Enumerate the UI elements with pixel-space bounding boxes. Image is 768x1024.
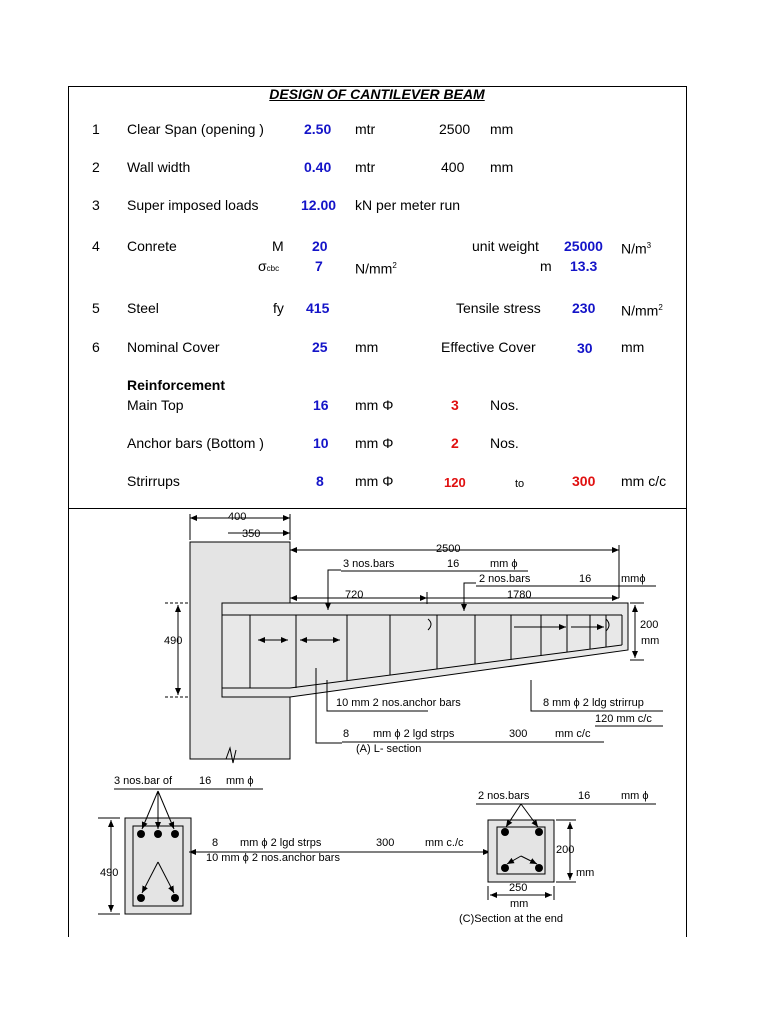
sec-b-stirrup-unit: mm c./c [425, 837, 464, 849]
unit-weight-label: unit weight [472, 238, 539, 254]
nominal-cover-unit: mm [355, 339, 379, 355]
modular-ratio-label: m [540, 258, 552, 274]
tensile-stress-unit: $N/mm^2$ [621, 302, 663, 319]
reinforcement-heading: Reinforcement [127, 377, 226, 393]
unit-weight-unit: $N/m^3$ [621, 240, 652, 257]
sec-b-stirrup-spacing: 300 [376, 837, 395, 849]
row2-value2: 400 [441, 159, 465, 175]
top-bars-dia: 16 [447, 558, 460, 570]
row1-label: Clear Span (opening ) [127, 121, 264, 137]
stirrups-unit: mm Φ [355, 473, 394, 489]
stirrups-label: Strirrups [127, 473, 180, 489]
sigma-cbc-unit: $N/mm^2$ [355, 260, 397, 277]
top-bars2-dia: 16 [579, 573, 592, 585]
main-top-dia: 16 [313, 397, 329, 413]
fy-value: 415 [306, 300, 330, 316]
concrete-grade: 20 [312, 238, 328, 254]
sec-c-200-unit: mm [576, 867, 595, 879]
sec-b-stirrup-text: mm ϕ 2 lgd strps [240, 837, 322, 849]
caption-l-section: (A) L- section [356, 743, 422, 755]
row2-unit: mtr [355, 159, 376, 175]
row5-label: Steel [127, 300, 159, 316]
sec-c-250: 250 [509, 882, 528, 894]
anchor-dia: 10 [313, 435, 329, 451]
sec-b-490: 490 [100, 867, 119, 879]
modular-ratio-value: 13.3 [570, 258, 598, 274]
row4-label: Conrete [127, 238, 177, 254]
main-top-count-unit: Nos. [490, 397, 519, 413]
row1-value2: 2500 [439, 121, 471, 137]
main-top-unit: mm Φ [355, 397, 394, 413]
sigma-cbc-label: σcbc [258, 258, 280, 274]
sec-c-200: 200 [556, 844, 575, 856]
anchor-unit: mm Φ [355, 435, 394, 451]
dim-200: 200 [640, 619, 659, 631]
row1-unit: mtr [355, 121, 376, 137]
row2-label: Wall width [127, 159, 191, 175]
row3-unit: kN per meter run [355, 197, 461, 213]
stirrups-dia: 8 [316, 473, 324, 489]
tensile-stress-label: Tensile stress [456, 300, 541, 316]
anchor-count-unit: Nos. [490, 435, 519, 451]
page-title: DESIGN OF CANTILEVER BEAM [269, 86, 485, 102]
dim-200-unit: mm [641, 635, 660, 647]
main-top-count: 3 [451, 397, 459, 413]
effective-cover-value: 30 [577, 340, 593, 356]
top-bars-unit: mm ϕ [490, 558, 518, 570]
nominal-cover-value: 25 [312, 339, 328, 355]
top-bars2-unit: mmϕ [621, 573, 646, 585]
lgd-spacing: 300 [509, 728, 528, 740]
sec-c-250-unit: mm [510, 898, 529, 910]
concrete-grade-symbol: M [272, 238, 284, 254]
row2-unit2: mm [490, 159, 514, 175]
stirrup-note: 8 mm ϕ 2 ldg strirrup [543, 697, 644, 709]
sec-c-bars-unit: mm ϕ [621, 790, 649, 802]
row4-num: 4 [92, 238, 100, 254]
fy-label: fy [273, 300, 284, 316]
anchor-count: 2 [451, 435, 459, 451]
sec-c-bars-text: 2 nos.bars [478, 790, 530, 802]
stirrup-spacing: 120 mm c/c [595, 713, 652, 725]
effective-cover-label: Effective Cover [441, 339, 536, 355]
row3-num: 3 [92, 197, 100, 213]
dim-350: 350 [242, 528, 261, 540]
stirrups-from: 120 [444, 475, 466, 490]
row3-label: Super imposed loads [127, 197, 259, 213]
sec-b-bars-unit: mm ϕ [226, 775, 254, 787]
top-bars2-count: 2 nos.bars [479, 573, 531, 585]
stirrups-to-label: to [515, 478, 525, 490]
row1-value: 2.50 [304, 121, 332, 137]
sec-b-bars-dia: 16 [199, 775, 212, 787]
row6-num: 6 [92, 339, 100, 355]
lgd-text: mm ϕ 2 lgd strps [373, 728, 455, 740]
row2-num: 2 [92, 159, 100, 175]
row1-unit2: mm [490, 121, 514, 137]
main-top-label: Main Top [127, 397, 184, 413]
sigma-cbc-value: 7 [315, 258, 323, 274]
sec-b-stirrup-dia: 8 [212, 837, 219, 849]
sec-b-bars-text: 3 nos.bar of [114, 775, 173, 787]
lgd-dia: 8 [343, 728, 350, 740]
row2-value: 0.40 [304, 159, 332, 175]
tensile-stress-value: 230 [572, 300, 596, 316]
effective-cover-unit: mm [621, 339, 645, 355]
lgd-unit: mm c/c [555, 728, 591, 740]
dim-400: 400 [228, 511, 247, 523]
beam-elevation [222, 603, 628, 697]
dim-720: 720 [345, 589, 364, 601]
unit-weight-value: 25000 [564, 238, 603, 254]
stirrups-spacing-unit: mm c/c [621, 473, 667, 489]
stirrups-to: 300 [572, 473, 596, 489]
caption-section-end: (C)Section at the end [459, 913, 563, 925]
dim-490: 490 [164, 635, 183, 647]
row6-label: Nominal Cover [127, 339, 220, 355]
row3-value: 12.00 [301, 197, 337, 213]
top-bars-count: 3 nos.bars [343, 558, 395, 570]
anchor-label: Anchor bars (Bottom ) [127, 435, 264, 451]
anchor-note: 10 mm 2 nos.anchor bars [336, 697, 461, 709]
row1-num: 1 [92, 121, 100, 137]
dim-2500: 2500 [436, 543, 461, 555]
dim-1780: 1780 [507, 589, 532, 601]
row5-num: 5 [92, 300, 100, 316]
sec-c-bars-dia: 16 [578, 790, 591, 802]
sec-b-anchor: 10 mm ϕ 2 nos.anchor bars [206, 852, 340, 864]
